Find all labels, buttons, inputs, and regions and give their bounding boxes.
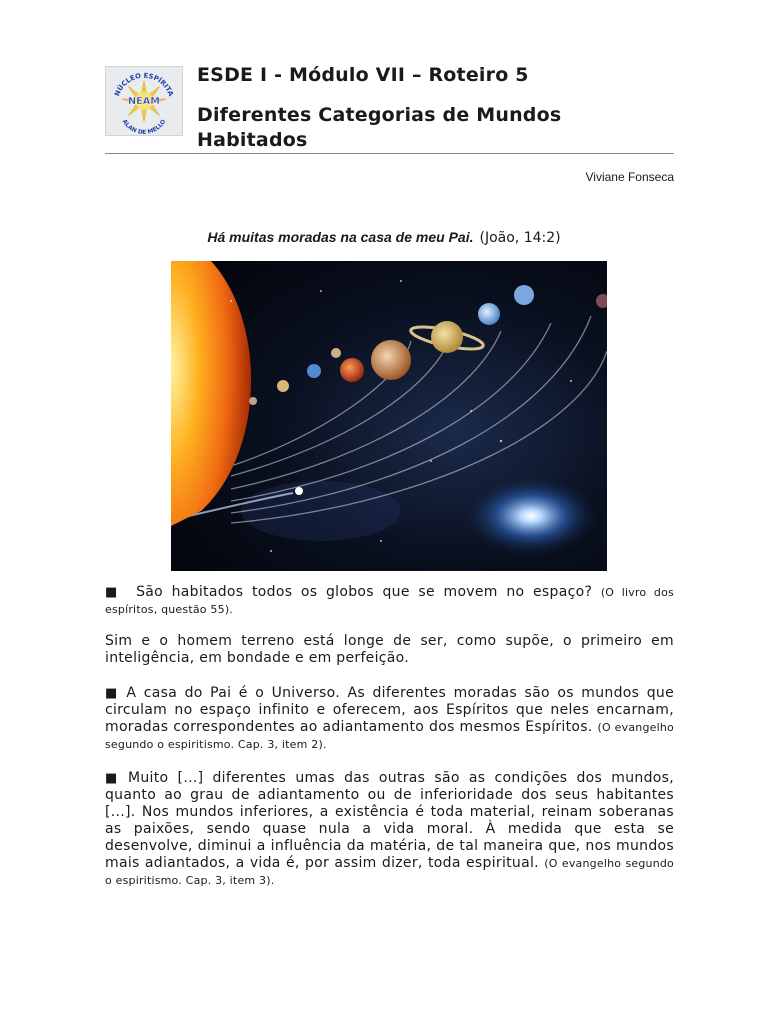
bullet-icon: ■ [105, 686, 121, 701]
module-title: ESDE I - Módulo VII – Roteiro 5 [197, 64, 529, 86]
bullet-icon: ■ [105, 771, 122, 786]
galaxy-icon [461, 474, 601, 558]
question-citation: (O livro dos espíritos, questão 55). [105, 586, 674, 616]
mercury-icon [249, 397, 257, 405]
bullet-icon: ■ [105, 585, 122, 600]
uranus-icon [478, 303, 500, 325]
universe-citation: (O evangelho segundo o espiritismo. Cap. 3, item 2). [105, 721, 674, 751]
neam-logo [105, 66, 183, 136]
paragraph-worlds [105, 770, 674, 889]
worlds-text: Muito [...] diferentes umas das outras são as condições dos mundos, quanto ao grau de adiantamento ou de inferioridade dos seus habitantes [...]. Nos mundos inferiores, a existência é toda material, reinam soberanas as paixões, sendo quase nula a vida moral. À medida que esta se desenvolve, diminui a influência da matéria, de tal maneira que, nos mundos mais adiantados, a vida é, por assim dizer, toda espiritual. [105, 770, 674, 871]
paragraph-universe [105, 685, 674, 753]
logo-bottom-text: ALAN DE MELLO [120, 118, 168, 135]
paragraph-question [105, 584, 674, 618]
epigraph-reference: (João, 14:2) [479, 230, 561, 246]
worlds-citation: (O evangelho segundo o espiritismo. Cap. 3, item 3). [105, 857, 674, 887]
header-divider [105, 153, 674, 154]
neptune-icon [514, 285, 534, 305]
jupiter-icon [371, 340, 411, 380]
logo-arc-text: NÚCLEO ESPÍRITA [113, 71, 175, 98]
mars-icon [340, 358, 364, 382]
paragraph-answer [105, 633, 674, 667]
epigraph [0, 229, 768, 246]
star-icon [295, 487, 303, 495]
small-planet-icon [331, 348, 341, 358]
neam-logo-graphic [106, 67, 182, 135]
solar-system-illustration [171, 261, 607, 571]
logo-center-text: NEAM [128, 95, 160, 107]
earth-icon [307, 364, 321, 378]
epigraph-quote: Há muitas moradas na casa de meu Pai. [207, 229, 474, 245]
answer-text: Sim e o homem terreno está longe de ser, como supõe, o primeiro em inteligência, em bondade e em perfeição. [105, 633, 674, 666]
universe-text: A casa do Pai é o Universo. As diferentes moradas são os mundos que circulam no espaço infinito e oferecem, aos Espíritos que neles encarnam, moradas correspondentes ao adiantamento dos mesmos Espíritos. [105, 685, 674, 735]
page-title: Diferentes Categorias de Mundos Habitados [197, 104, 562, 151]
author-name: Viviane Fonseca [585, 170, 674, 184]
solar-system-image [171, 261, 607, 571]
venus-icon [277, 380, 289, 392]
question-text: São habitados todos os globos que se movem no espaço? [136, 584, 593, 600]
